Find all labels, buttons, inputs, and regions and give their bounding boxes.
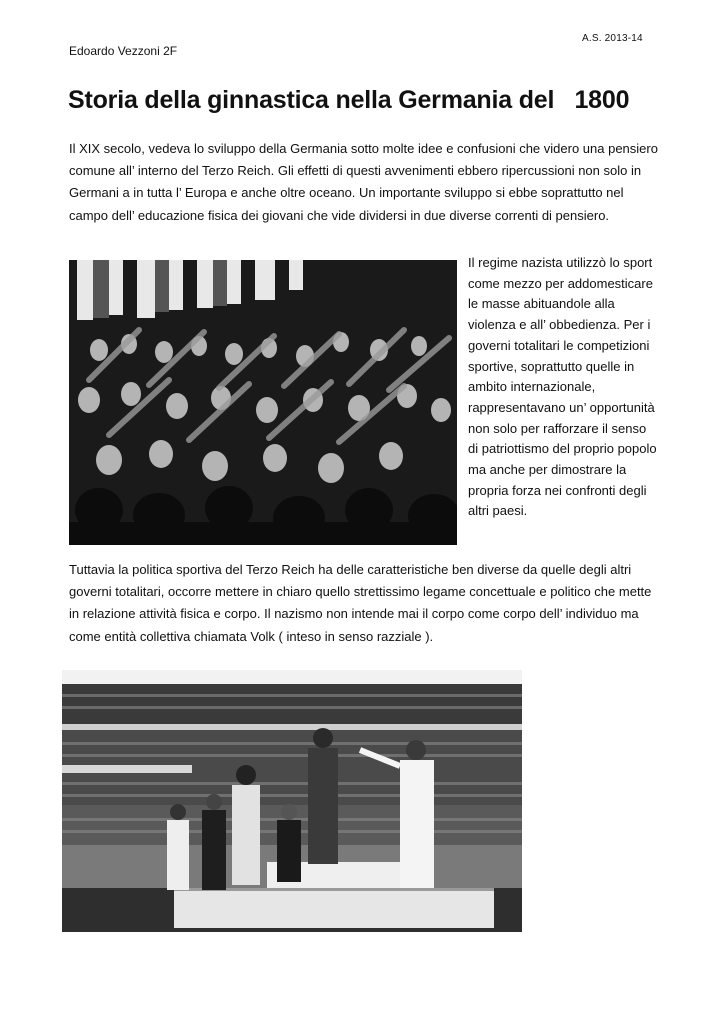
page-title: Storia della ginnastica nella Germania del 1800 (68, 86, 630, 114)
school-year: A.S. 2013-14 (582, 33, 643, 44)
intro-paragraph: Il XIX secolo, vedeva lo sviluppo della Germania sotto molte idee e confusioni che videro una pensiero comune all’ interno del Terzo Reich. Gli effetti di questi avvenimenti ebbero ripercussioni non solo in Germani a in tutta l’ Europa e anche oltre oceano. Un importante sviluppo si ebbe soprattutto nel campo dell’ educazione fisica dei giovani che vide dividersi in due diverse correnti di pensiero. (69, 141, 658, 223)
rally-crowd-photo (69, 260, 457, 545)
side-paragraph: Il regime nazista utilizzò lo sport come mezzo per addomesticare le masse abituandole alla violenza e all’ obbedienza. Per i governi totalitari le competizioni sportive, soprattutto quelle in ambito internazionale, rappresentavano un’ opportunità non solo per rafforzare il senso di patriottismo del proprio popolo ma anche per dimostrare la propria forza nei confronti degli altri paesi. (468, 255, 657, 519)
olympic-podium-photo (62, 670, 522, 932)
continuation-paragraph: Tuttavia la politica sportiva del Terzo Reich ha delle caratteristiche ben diverse da quelle degli altri governi totalitari, occorre mettere in chiaro quello strettissimo legame concettuale e politico che mette in relazione attività fisica e corpo. Il nazismo non intende mai il corpo come corpo dell’ individuo ma come entità collettiva chiamata Volk ( inteso in senso razziale ). (69, 562, 652, 644)
author-name: Edoardo Vezzoni 2F (69, 44, 178, 58)
